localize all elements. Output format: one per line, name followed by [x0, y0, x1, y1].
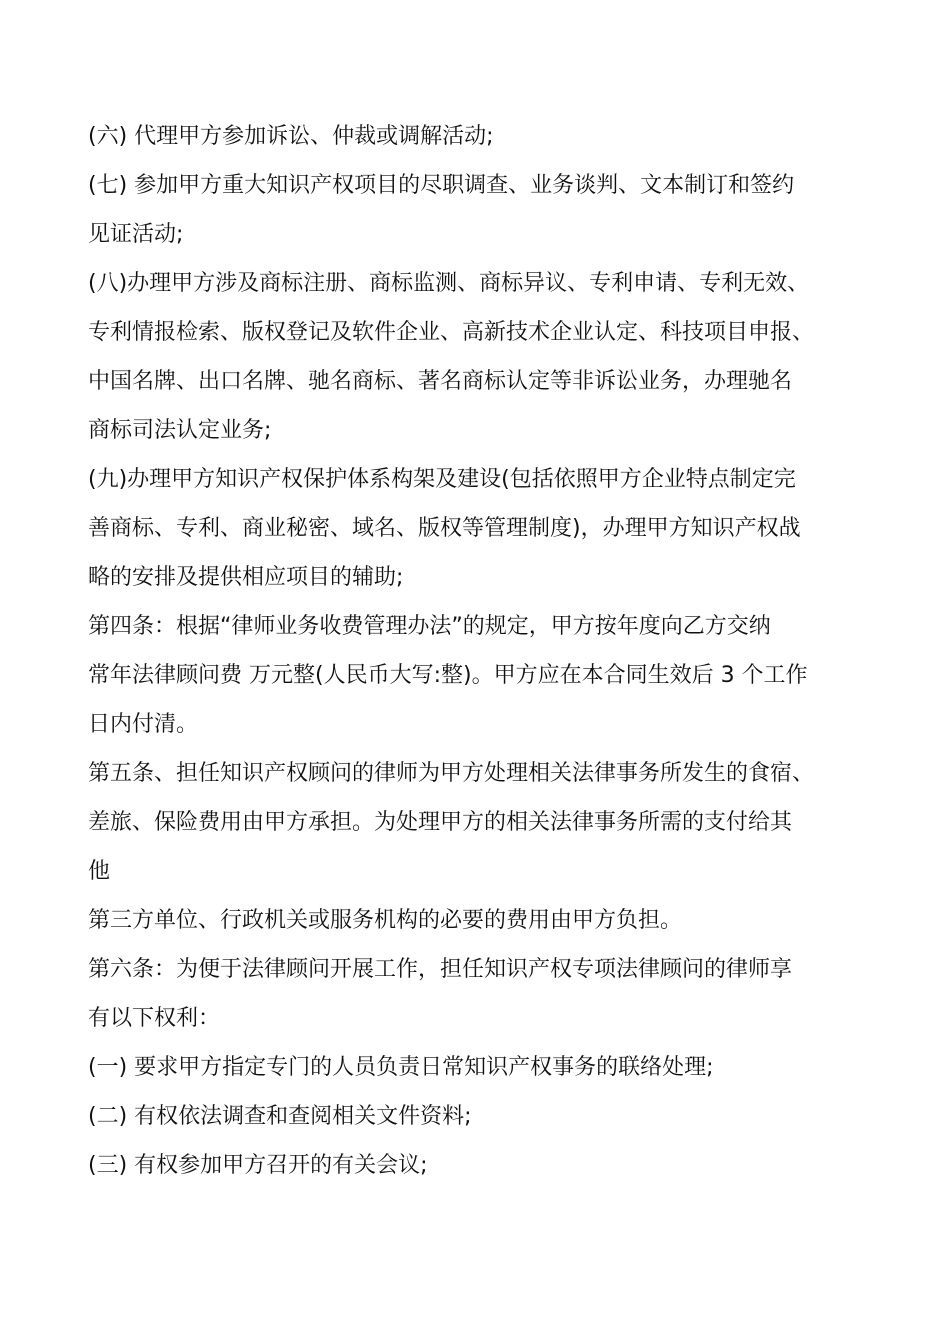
text-line: 第五条、担任知识产权顾问的律师为甲方处理相关法律事务所发生的食宿、 — [88, 761, 815, 786]
text-line: 第四条：根据“律师业务收费管理办法”的规定，甲方按年度向乙方交纳 — [88, 614, 771, 639]
text-line: 常年法律顾问费 万元整(人民币大写:整)。甲方应在本合同生效后 3 个工作 — [88, 663, 808, 688]
text-line: 略的安排及提供相应项目的辅助; — [88, 565, 404, 590]
text-line: 差旅、保险费用由甲方承担。为处理甲方的相关法律事务所需的支付给其 — [88, 810, 793, 835]
text-line: 日内付清。 — [88, 712, 199, 737]
text-line: 他 — [88, 859, 111, 884]
text-line: (八)办理甲方涉及商标注册、商标监测、商标异议、专利申请、专利无效、 — [88, 271, 810, 296]
text-line: (一) 要求甲方指定专门的人员负责日常知识产权事务的联络处理; — [88, 1055, 714, 1080]
text-line: (二) 有权依法调查和查阅相关文件资料; — [88, 1104, 472, 1129]
text-line: 第六条：为便于法律顾问开展工作，担任知识产权专项法律顾问的律师享 — [88, 957, 793, 982]
contract-text — [88, 112, 878, 1190]
text-line: (六) 代理甲方参加诉讼、仲裁或调解活动; — [88, 124, 494, 149]
text-line: 第三方单位、行政机关或服务机构的必要的费用由甲方负担。 — [88, 908, 683, 933]
text-line: 专利情报检索、版权登记及软件企业、高新技术企业认定、科技项目申报、 — [88, 320, 815, 345]
text-line: 中国名牌、出口名牌、驰名商标、著名商标认定等非诉讼业务，办理驰名 — [88, 369, 793, 394]
text-line: (九)办理甲方知识产权保护体系构架及建设(包括依照甲方企业特点制定完 — [88, 467, 796, 492]
text-line: (三) 有权参加甲方召开的有关会议; — [88, 1153, 428, 1178]
text-line: 商标司法认定业务; — [88, 418, 272, 443]
text-line: 有以下权利： — [88, 1006, 221, 1031]
text-line: (七) 参加甲方重大知识产权项目的尽职调查、业务谈判、文本制订和签约 — [88, 173, 795, 198]
text-line: 见证活动; — [88, 222, 184, 247]
text-line: 善商标、专利、商业秘密、域名、版权等管理制度)，办理甲方知识产权战 — [88, 516, 801, 541]
